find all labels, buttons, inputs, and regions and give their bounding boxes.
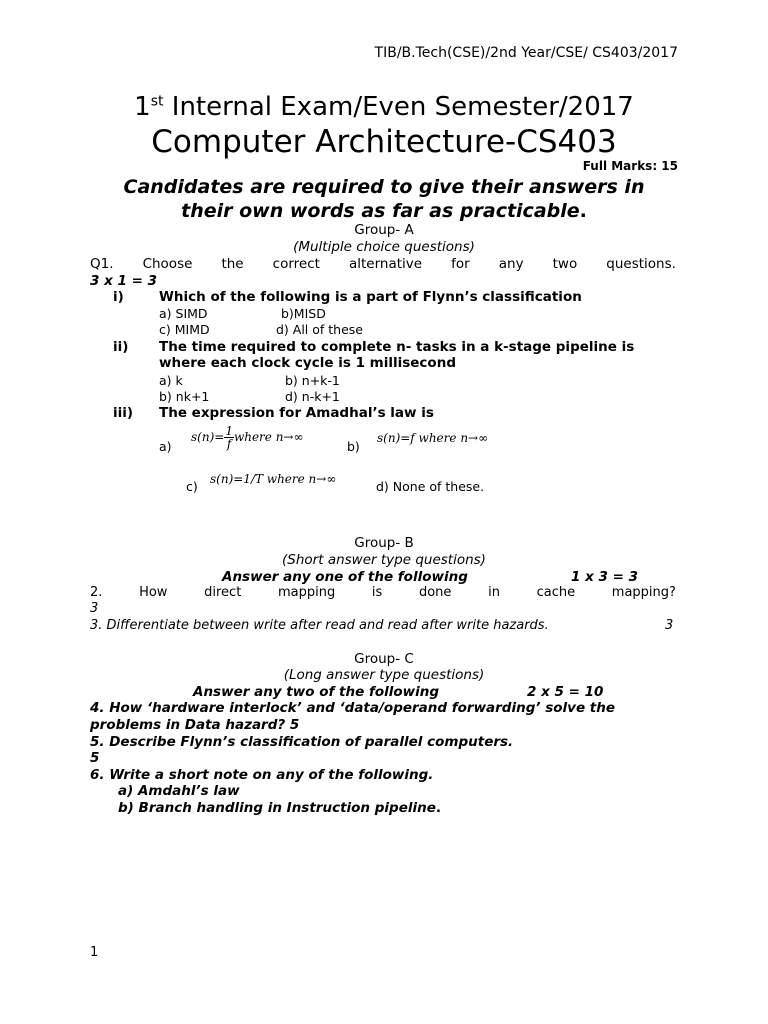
q1-word: questions.	[606, 256, 676, 272]
item-ii-question-line-1: The time required to complete n- tasks in a k-stage pipeline is	[159, 339, 635, 355]
group-c-subtitle: (Long answer type questions)	[283, 667, 485, 683]
formula-a-rhs: where n→∞	[233, 430, 304, 444]
formula-a-fraction	[224, 425, 234, 450]
formula-c: s(n)=1/T where n→∞	[210, 472, 337, 486]
exam-title-number: 1	[134, 92, 151, 122]
group-c-marks: 2 x 5 = 10	[527, 684, 604, 700]
q1-word: Q1.	[90, 256, 114, 272]
exam-title-superscript: st	[150, 93, 164, 110]
q6-option-b-period: .	[435, 800, 442, 816]
q3-marks: 3	[665, 618, 674, 633]
item-ii-option-b: b) n+k-1	[285, 373, 340, 388]
group-a-title: Group- A	[354, 222, 414, 238]
q1-word: correct	[272, 256, 320, 272]
formula-a-numerator: 1	[225, 424, 233, 438]
q6-option-b	[118, 800, 441, 816]
instruction-line-2-text: their own words as far as practicable	[181, 200, 580, 222]
instruction-line-1: Candidates are required to give their answers in	[123, 176, 645, 198]
instruction-line-2-period: .	[579, 200, 587, 222]
item-iii-question: The expression for Amadhal’s law is	[159, 405, 434, 421]
q2-word: in	[488, 585, 500, 600]
exam-title	[0, 92, 768, 122]
item-iii-option-a-label: a)	[159, 439, 172, 454]
q1-word: Choose	[142, 256, 193, 272]
item-ii-number: ii)	[113, 339, 129, 355]
item-i-question: Which of the following is a part of Flynn’s classification	[159, 289, 582, 305]
group-b-subtitle: (Short answer type questions)	[282, 552, 486, 568]
formula-a-lhs: s(n)=	[191, 430, 225, 444]
q2-line	[90, 585, 676, 600]
q5-text: 5. Describe Flynn’s classification of parallel computers.	[90, 734, 514, 750]
q2-word: mapping?	[611, 585, 676, 600]
q1-word: the	[221, 256, 244, 272]
group-b-title: Group- B	[354, 535, 414, 551]
item-iii-option-c-label: c)	[186, 479, 198, 494]
page-number: 1	[90, 945, 99, 960]
formula-a	[191, 425, 304, 450]
q2-word: cache	[536, 585, 576, 600]
item-ii-option-c: b) nk+1	[159, 389, 210, 404]
q1-word: two	[552, 256, 578, 272]
item-iii-number: iii)	[113, 405, 134, 421]
formula-b: s(n)=f where n→∞	[377, 431, 489, 445]
q2-word: 2.	[90, 585, 103, 600]
q1-word: any	[498, 256, 524, 272]
group-b-instruction: Answer any one of the following	[222, 569, 468, 585]
item-iii-option-b-label: b)	[347, 439, 360, 454]
item-i-option-c: c) MIMD	[159, 322, 210, 337]
item-i-option-d: d) All of these	[276, 322, 363, 337]
q2-word: is	[371, 585, 383, 600]
group-a-subtitle: (Multiple choice questions)	[293, 239, 475, 255]
q1-line	[90, 256, 676, 272]
q4-line-1: 4. How ‘hardware interlock’ and ‘data/operand forwarding’ solve the	[90, 700, 616, 716]
q4-line-2: problems in Data hazard? 5	[90, 717, 300, 733]
full-marks: Full Marks: 15	[582, 159, 678, 173]
formula-a-denominator: f	[226, 437, 232, 451]
item-i-number: i)	[113, 289, 124, 305]
item-i-option-b: b)MISD	[281, 306, 326, 321]
q2-word: mapping	[277, 585, 336, 600]
item-i-option-a: a) SIMD	[159, 306, 208, 321]
q2-word: direct	[204, 585, 242, 600]
q6-option-a: a) Amdahl’s law	[118, 783, 240, 799]
q6-option-b-text: b) Branch handling in Instruction pipeline	[118, 800, 436, 816]
exam-title-text: Internal Exam/Even Semester/2017	[163, 92, 634, 122]
header-reference: TIB/B.Tech(CSE)/2nd Year/CSE/ CS403/2017	[374, 45, 678, 61]
q5-marks: 5	[90, 750, 100, 766]
q1-word: for	[451, 256, 470, 272]
item-ii-question-line-2: where each clock cycle is 1 millisecond	[159, 355, 456, 371]
q1-marks: 3 x 1 = 3	[90, 273, 157, 289]
item-ii-option-a: a) k	[159, 373, 183, 388]
instruction-line-2	[0, 200, 768, 222]
q6-text: 6. Write a short note on any of the following.	[90, 767, 434, 783]
q2-marks: 3	[90, 601, 99, 616]
group-b-marks: 1 x 3 = 3	[571, 569, 638, 585]
q2-word: How	[139, 585, 168, 600]
group-c-title: Group- C	[354, 651, 414, 667]
q3-text: 3. Differentiate between write after read and read after write hazards.	[90, 618, 549, 633]
q1-word: alternative	[348, 256, 423, 272]
subject-title: Computer Architecture-CS403	[151, 124, 617, 160]
item-iii-option-d: d) None of these.	[376, 479, 485, 494]
q2-word: done	[418, 585, 452, 600]
item-ii-option-d: d) n-k+1	[285, 389, 340, 404]
group-c-instruction: Answer any two of the following	[193, 684, 440, 700]
